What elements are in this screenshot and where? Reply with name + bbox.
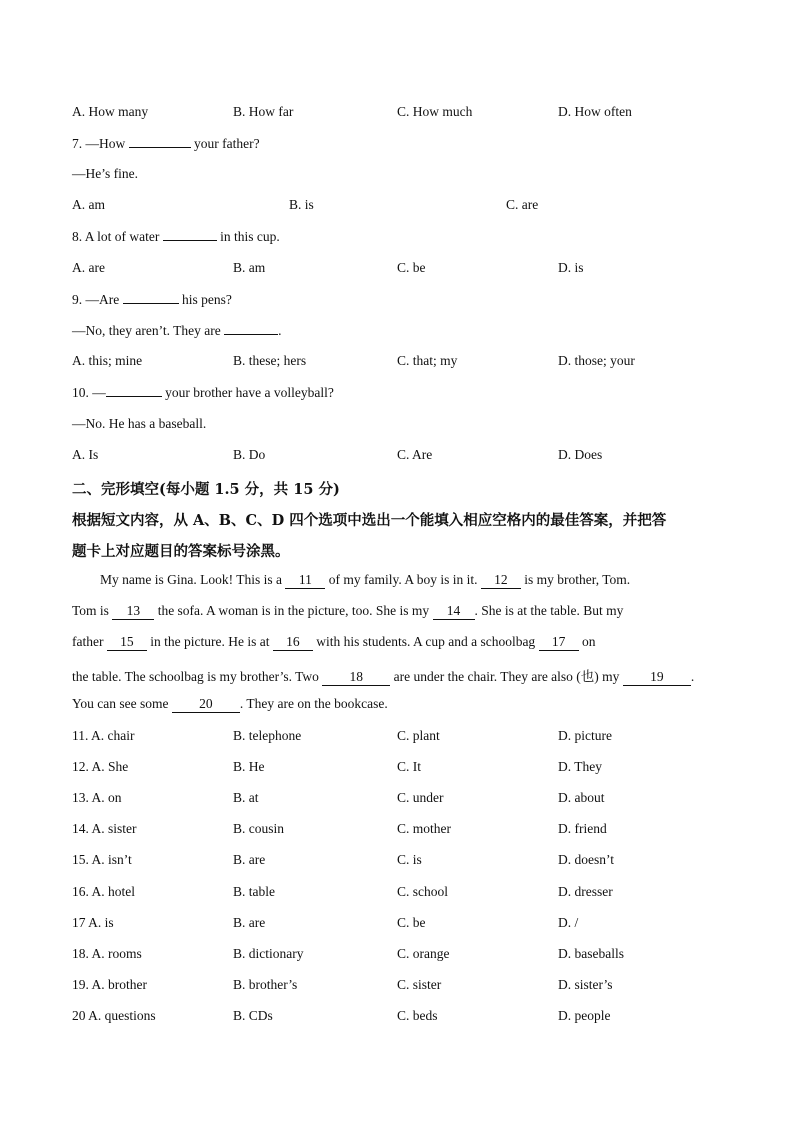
cloze-q17-option-d: D. / xyxy=(558,914,579,930)
q9-reply xyxy=(72,322,281,339)
cloze-q20-option-b: B. CDs xyxy=(233,1007,273,1023)
q9-option-c: C. that; my xyxy=(397,353,458,368)
q10-question xyxy=(72,384,334,401)
passage-text: the sofa. A woman is in the picture, too. She is my xyxy=(154,603,433,618)
q9-option-a: A. this; mine xyxy=(72,353,143,368)
cloze-q14-option-a: 14. A. sister xyxy=(72,821,137,837)
section-2-instruction-line-1: 根据短文内容，从 A、B、C、D 四个选项中选出一个能填入相应空格内的最佳答案，并把答 xyxy=(72,512,667,529)
passage-text: . They are on the bookcase. xyxy=(239,696,388,711)
cloze-q19-option-a: 19. A. brother xyxy=(72,976,147,992)
passage-text: on xyxy=(578,634,596,649)
passage-text: You can see some xyxy=(72,696,172,711)
cloze-q15-option-c: C. is xyxy=(397,852,422,868)
cloze-q11-option-d: D. picture xyxy=(558,728,612,743)
q9-blank-2 xyxy=(224,322,278,335)
cloze-q16-option-d: D. dresser xyxy=(558,883,613,899)
q7-question xyxy=(72,135,260,152)
cloze-q18-option-b: B. dictionary xyxy=(233,945,304,961)
passage-text: My name is Gina. Look! This is a xyxy=(100,572,286,587)
q10-blank xyxy=(106,384,162,397)
cloze-q12-option-b: B. He xyxy=(233,759,265,775)
cloze-q17-option-a: 17 A. is xyxy=(72,914,114,930)
q8-option-d: D. is xyxy=(558,260,584,275)
cloze-q11-option-a: 11. A. chair xyxy=(72,728,135,743)
section-2-instruction-line-2: 题卡上对应题目的答案标号涂黑。 xyxy=(72,543,290,560)
q7-option-c: C. are xyxy=(506,197,539,212)
cloze-q11-option-b: B. telephone xyxy=(233,728,302,743)
blank-19: 19 xyxy=(623,669,691,686)
q10-reply: —No. He has a baseball. xyxy=(72,416,207,431)
blank-14: 14 xyxy=(433,603,475,620)
passage-text: with his students. A cup and a schoolbag xyxy=(312,634,539,649)
cloze-q16-option-b: B. table xyxy=(233,883,275,899)
passage-text: the table. The schoolbag is my brother’s. Two xyxy=(72,669,323,684)
passage-text: in the picture. He is at xyxy=(146,634,273,649)
cloze-q12-option-d: D. They xyxy=(558,759,602,775)
passage-text: . xyxy=(690,669,695,684)
cloze-q20-option-c: C. beds xyxy=(397,1007,438,1023)
q6-option-b: B. How far xyxy=(233,104,294,119)
cloze-q13-option-c: C. under xyxy=(397,790,444,806)
q8-text-pre: 8. A lot of water xyxy=(72,229,160,244)
q9-option-d: D. those; your xyxy=(558,353,635,368)
cloze-q15-option-b: B. are xyxy=(233,852,266,868)
q9-option-b: B. these; hers xyxy=(233,353,307,368)
passage-line-3 xyxy=(72,634,722,651)
q9-text-pre: 9. —Are xyxy=(72,292,120,307)
q10-option-b: B. Do xyxy=(233,447,266,462)
cloze-q18-option-d: D. baseballs xyxy=(558,945,624,961)
q6-option-d: D. How often xyxy=(558,104,632,119)
q7-option-a: A. am xyxy=(72,197,105,212)
q7-reply: —He’s fine. xyxy=(72,166,138,181)
blank-18: 18 xyxy=(322,669,390,686)
cloze-q20-option-a: 20 A. questions xyxy=(72,1007,156,1023)
passage-text: are under the chair. They are also (也) my xyxy=(390,669,623,684)
q6-option-c: C. How much xyxy=(397,104,473,119)
cloze-q14-option-c: C. mother xyxy=(397,821,451,837)
cloze-q19-option-c: C. sister xyxy=(397,976,442,992)
cloze-q13-option-d: D. about xyxy=(558,790,605,806)
q6-option-a: A. How many xyxy=(72,104,149,119)
cloze-q13-option-a: 13. A. on xyxy=(72,790,122,806)
cloze-q14-option-d: D. friend xyxy=(558,821,607,837)
cloze-q14-option-b: B. cousin xyxy=(233,821,285,837)
passage-line-4 xyxy=(72,665,722,686)
blank-12: 12 xyxy=(481,572,521,589)
q10-text-pre: 10. — xyxy=(72,385,106,400)
q7-text-pre: 7. —How xyxy=(72,136,126,151)
blank-17: 17 xyxy=(539,634,579,651)
q8-text-post: in this cup. xyxy=(220,229,280,244)
cloze-q20-option-d: D. people xyxy=(558,1007,611,1023)
blank-11: 11 xyxy=(285,572,325,589)
q8-option-b: B. am xyxy=(233,260,266,275)
cloze-q15-option-d: D. doesn’t xyxy=(558,852,614,868)
blank-16: 16 xyxy=(273,634,313,651)
cloze-q12-option-a: 12. A. She xyxy=(72,759,129,775)
blank-13: 13 xyxy=(112,603,154,620)
passage-line-2 xyxy=(72,603,722,620)
q10-option-d: D. Does xyxy=(558,447,603,462)
cloze-q11-option-c: C. plant xyxy=(397,728,440,743)
cloze-q18-option-c: C. orange xyxy=(397,945,450,961)
cloze-q18-option-a: 18. A. rooms xyxy=(72,945,142,961)
section-2-title: 二、完形填空(每小题 1.5 分，共 15 分) xyxy=(72,481,340,498)
cloze-q16-option-c: C. school xyxy=(397,883,449,899)
q9-reply-post: . xyxy=(278,323,282,338)
q9-text-post: his pens? xyxy=(182,292,232,307)
passage-text: Tom is xyxy=(72,603,113,618)
q9-question xyxy=(72,291,232,308)
cloze-q19-option-b: B. brother’s xyxy=(233,976,298,992)
q8-blank xyxy=(163,228,217,241)
blank-15: 15 xyxy=(107,634,147,651)
q7-option-b: B. is xyxy=(289,197,314,212)
q8-option-c: C. be xyxy=(397,260,426,275)
q9-reply-pre: —No, they aren’t. They are xyxy=(72,323,221,338)
q10-option-c: C. Are xyxy=(397,447,433,462)
q7-blank xyxy=(129,135,191,148)
cloze-q15-option-a: 15. A. isn’t xyxy=(72,852,132,868)
q9-blank-1 xyxy=(123,291,179,304)
cloze-q17-option-b: B. are xyxy=(233,914,266,930)
cloze-q17-option-c: C. be xyxy=(397,914,426,930)
passage-text: father xyxy=(72,634,107,649)
passage-text: of my family. A boy is in it. xyxy=(325,572,481,587)
q7-text-post: your father? xyxy=(194,136,260,151)
q10-text-post: your brother have a volleyball? xyxy=(165,385,334,400)
cloze-q19-option-d: D. sister’s xyxy=(558,976,613,992)
passage-text: is my brother, Tom. xyxy=(520,572,631,587)
cloze-q13-option-b: B. at xyxy=(233,790,259,806)
blank-20: 20 xyxy=(172,696,240,713)
passage-line-5 xyxy=(72,696,722,713)
cloze-q12-option-c: C. It xyxy=(397,759,422,775)
cloze-q16-option-a: 16. A. hotel xyxy=(72,883,135,899)
q8-question xyxy=(72,228,280,245)
passage-text: . She is at the table. But my xyxy=(474,603,624,618)
q8-option-a: A. are xyxy=(72,260,105,275)
q10-option-a: A. Is xyxy=(72,447,99,462)
passage-line-1 xyxy=(72,572,722,589)
